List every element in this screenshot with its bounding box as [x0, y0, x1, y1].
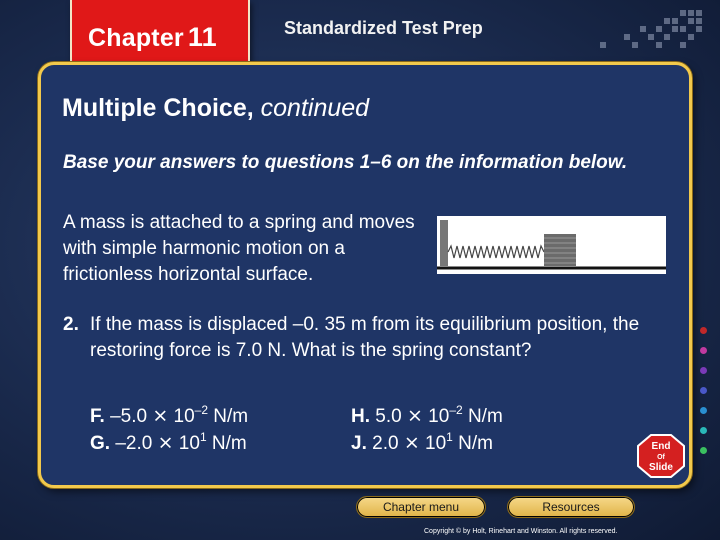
section-title: Standardized Test Prep [284, 18, 483, 38]
choice-h[interactable] [351, 405, 503, 428]
choice-mantissa: 5.0 ⨯ 10 [375, 406, 450, 427]
choice-unit: N/m [462, 406, 503, 427]
resources-button[interactable]: Resources [507, 496, 635, 518]
choice-f[interactable] [90, 405, 248, 428]
spring-mass-illustration [437, 216, 666, 274]
choice-mantissa: –5.0 ⨯ 10 [110, 406, 195, 427]
choice-letter: J. [351, 433, 367, 454]
end-slide-line2: Of [657, 454, 665, 461]
decorative-dots [700, 327, 712, 467]
choice-g[interactable] [90, 432, 247, 455]
spring-mass-figure [437, 216, 666, 274]
mass-block [544, 234, 576, 266]
choice-letter: H. [351, 406, 370, 427]
panel-title [62, 94, 369, 123]
end-slide-line1: End [651, 441, 671, 452]
panel-title-continued: continued [260, 94, 370, 122]
question-text: If the mass is displaced –0. 35 m from its equilibrium position, the restoring force is 7.0 N. What is the spring constant? [90, 314, 640, 361]
choice-unit: N/m [452, 433, 493, 454]
end-of-slide-button[interactable] [637, 434, 685, 478]
panel-title-main: Multiple Choice, [62, 94, 254, 122]
chapter-heading [88, 22, 217, 53]
choice-exponent: 1 [446, 430, 453, 444]
choice-j[interactable] [351, 432, 493, 455]
grid-decoration [580, 8, 710, 58]
choice-letter: F. [90, 406, 105, 427]
instructions-text: Base your answers to questions 1–6 on the information below. [63, 152, 628, 173]
stop-sign-icon [637, 434, 685, 478]
copyright-text: Copyright © by Holt, Rinehart and Winston. All rights reserved. [424, 528, 618, 535]
choice-mantissa: –2.0 ⨯ 10 [115, 433, 200, 454]
question-number: 2. [63, 314, 79, 335]
choice-unit: N/m [206, 433, 247, 454]
choice-letter: G. [90, 433, 111, 454]
choice-mantissa: 2.0 ⨯ 10 [372, 433, 447, 454]
chapter-label: Chapter [88, 24, 184, 52]
chapter-menu-button[interactable]: Chapter menu [356, 496, 486, 518]
question-2 [63, 312, 643, 364]
choice-unit: N/m [208, 406, 249, 427]
choice-exponent: –2 [194, 403, 209, 417]
end-slide-line3: Slide [649, 462, 673, 473]
wall [440, 220, 448, 266]
chapter-number: 11 [187, 22, 217, 52]
choice-exponent: 1 [199, 430, 207, 444]
choice-exponent: –2 [449, 403, 463, 417]
scenario-description: A mass is attached to a spring and moves with simple harmonic motion on a frictionless horizontal surface. [63, 212, 415, 285]
